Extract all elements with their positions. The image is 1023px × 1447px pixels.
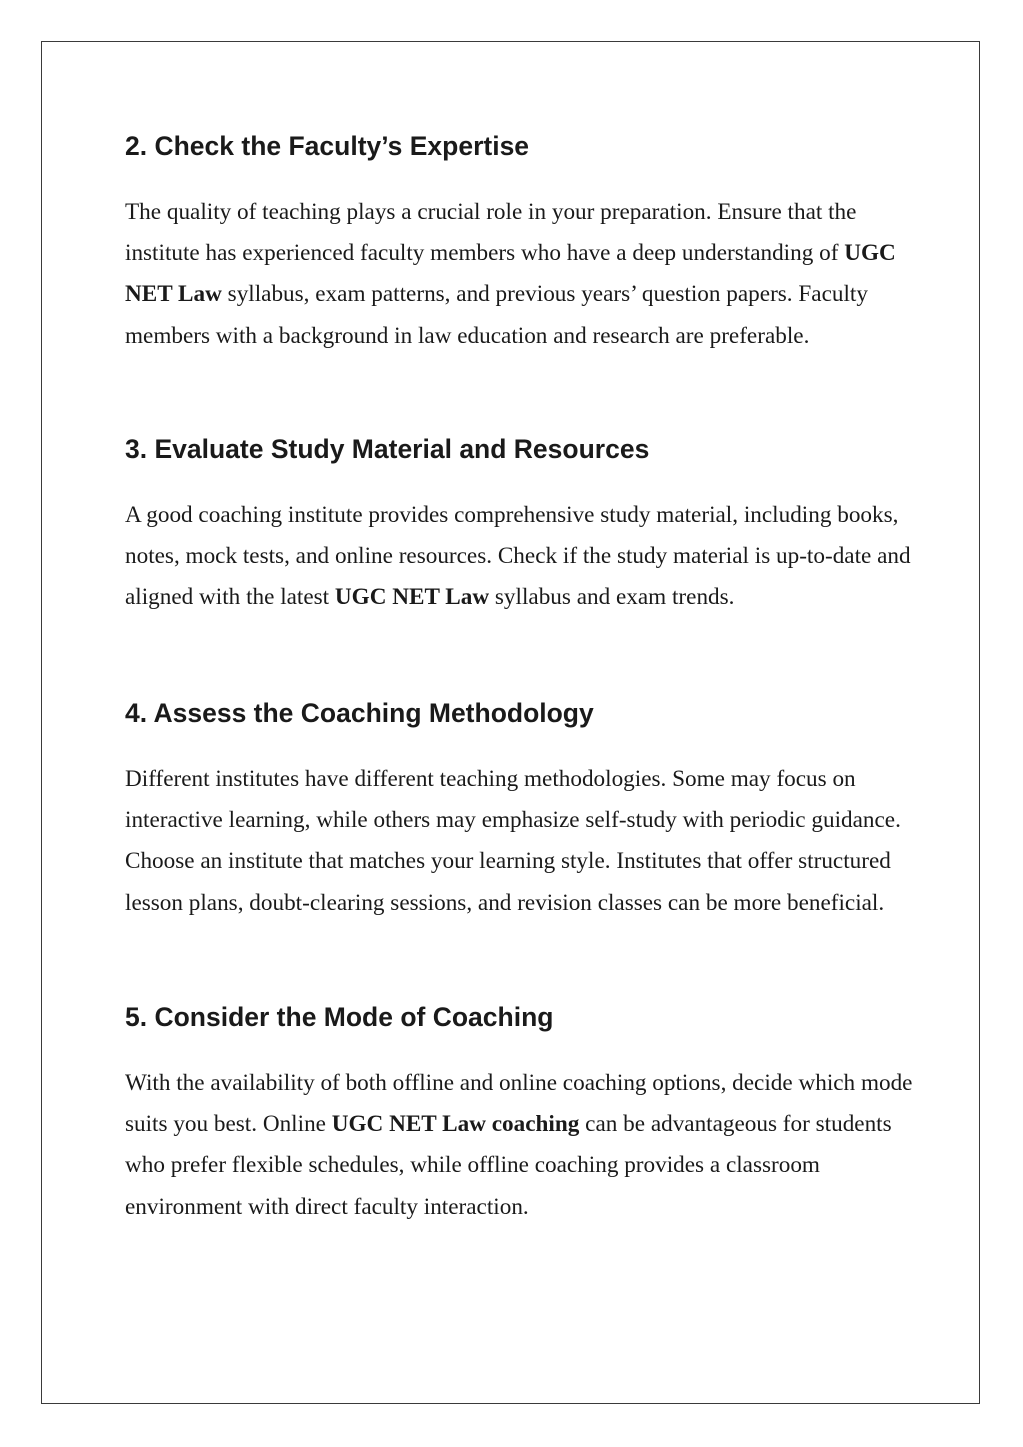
paragraph-text: syllabus, exam patterns, and previous years’ question papers. Faculty members with a background in law education and research are preferable. — [125, 281, 868, 349]
section-heading: 2. Check the Faculty’s Expertise — [125, 131, 530, 161]
paragraph-text: can be advantageous for students who prefer flexible schedules, while offline coaching provides a classroom environment with direct faculty interaction. — [125, 1111, 892, 1220]
bold-keyword: UGC NET Law coaching — [331, 1111, 580, 1138]
section-faculty-expertise — [125, 129, 915, 357]
bold-keyword: UGC NET Law — [334, 584, 490, 611]
paragraph-text: syllabus and exam trends. — [489, 584, 735, 611]
document-page — [41, 41, 980, 1404]
section-paragraph — [125, 1063, 915, 1228]
paragraph-text: A good coaching institute provides comprehensive study material, including books, notes, mock tests, and online resources. Check if the study material is up-to-date and aligned with the latest — [125, 502, 911, 611]
paragraph-text: The quality of teaching plays a crucial role in your preparation. Ensure that the institute has experienced faculty members who have a deep understanding of — [125, 199, 857, 267]
section-study-material — [125, 432, 915, 619]
section-paragraph — [125, 495, 915, 619]
section-heading: 3. Evaluate Study Material and Resources — [125, 434, 650, 464]
paragraph-text: Different institutes have different teaching methodologies. Some may focus on interactive learning, while others may emphasize self-study with periodic guidance. Choose an institute that matches your learning style. Institutes that offer structured lesson plans, doubt-clearing sessions, and revision classes can be more beneficial. — [125, 766, 901, 916]
paragraph-text: With the availability of both offline and online coaching options, decide which mode suits you best. Online — [125, 1070, 913, 1138]
section-paragraph — [125, 759, 915, 924]
section-heading: 4. Assess the Coaching Methodology — [125, 698, 594, 728]
section-paragraph — [125, 192, 915, 357]
section-heading: 5. Consider the Mode of Coaching — [125, 1002, 554, 1032]
section-coaching-mode — [125, 1000, 915, 1228]
section-coaching-methodology — [125, 696, 915, 924]
bold-keyword: UGC NET Law — [125, 240, 896, 308]
